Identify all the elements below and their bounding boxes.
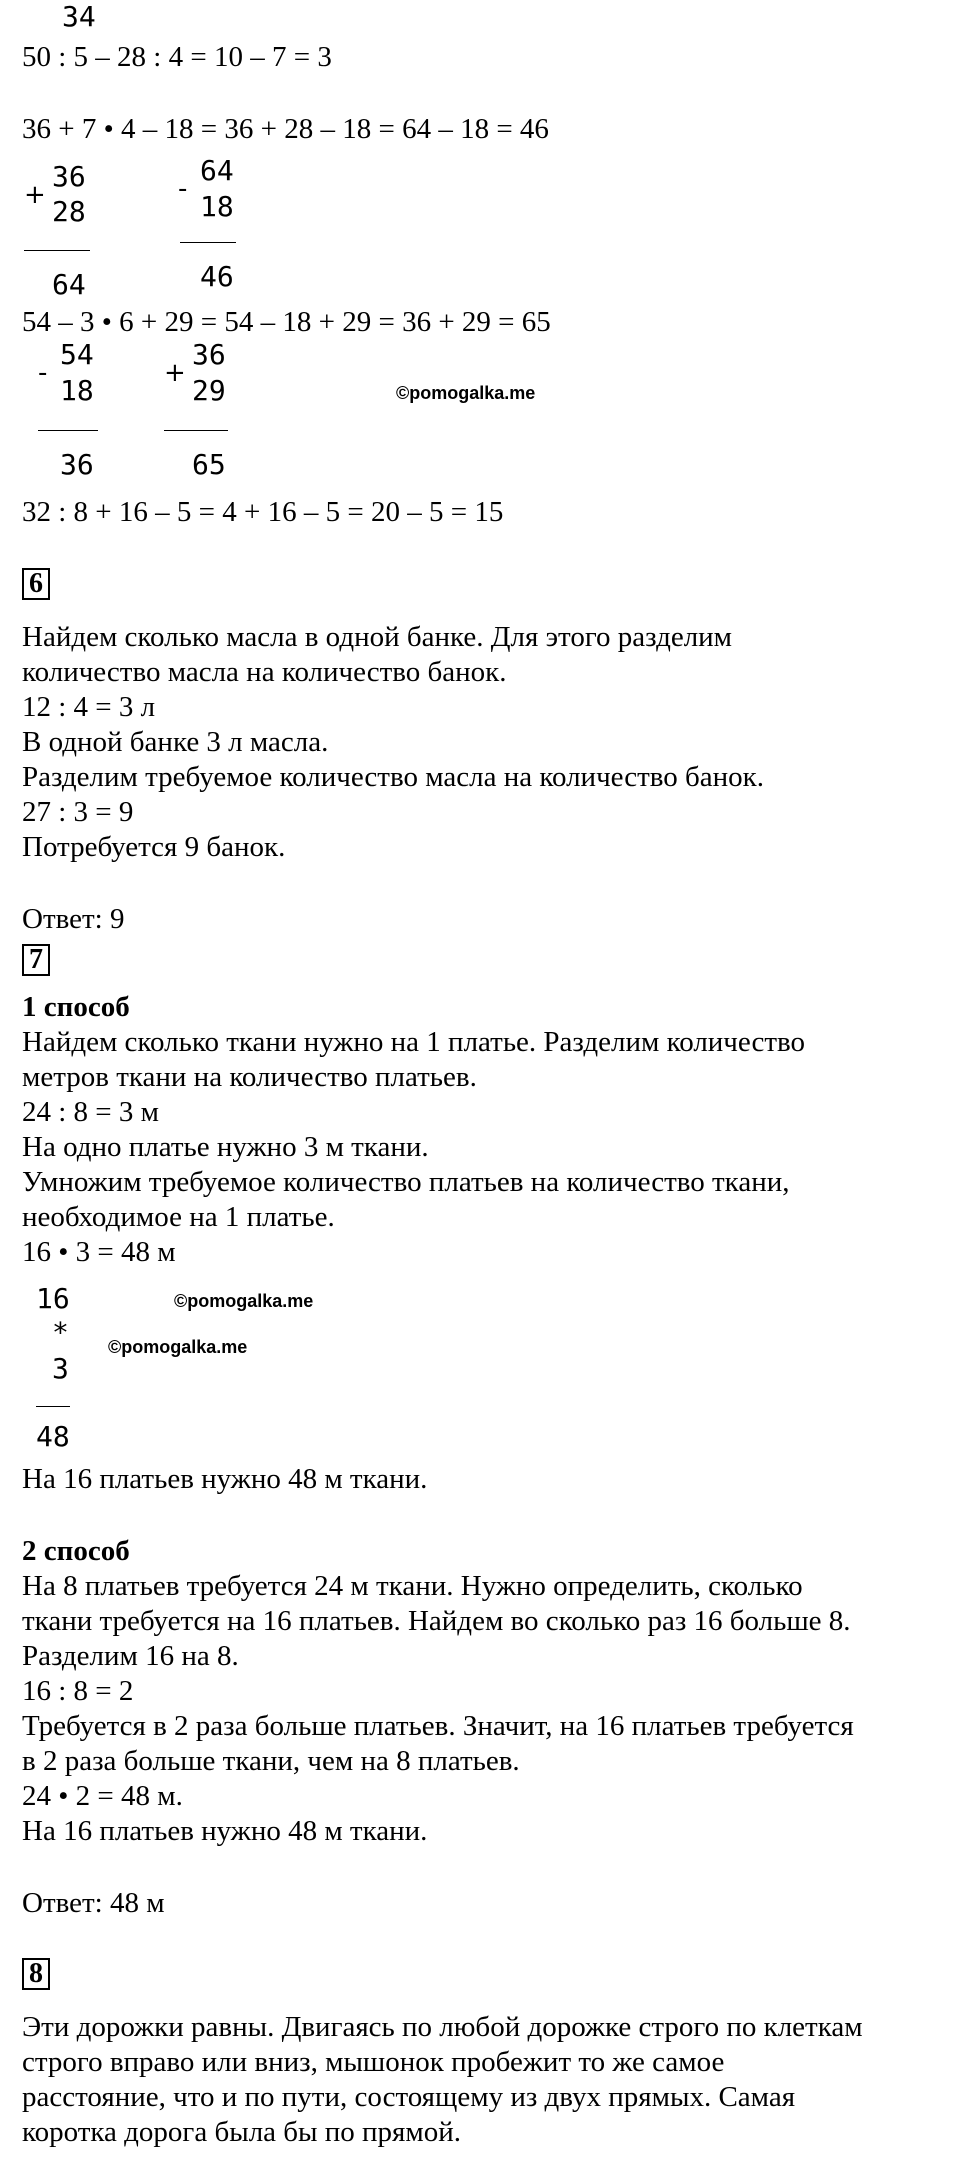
text-line: Требуется в 2 раза больше платьев. Значит, на 16 платьев требуется xyxy=(22,1710,854,1742)
column-rule xyxy=(180,242,236,243)
text-line: строго вправо или вниз, мышонок пробежит то же самое xyxy=(22,2046,725,2078)
operand-top: 64 xyxy=(200,154,234,187)
column-result: 36 xyxy=(60,448,94,481)
column-rule xyxy=(24,250,90,251)
method-title: 2 способ xyxy=(22,1535,130,1567)
task-number-6: 6 xyxy=(22,568,50,600)
text-line: Потребуется 9 банок. xyxy=(22,831,286,863)
text-line: Найдем сколько масла в одной банке. Для этого разделим xyxy=(22,621,733,653)
text-line: 24 : 8 = 3 м xyxy=(22,1096,160,1128)
multiply-sign: * xyxy=(52,1316,69,1349)
operand-top: 36 xyxy=(52,160,86,193)
operand-bottom: 3 xyxy=(52,1352,69,1385)
text-line: 16 • 3 = 48 м xyxy=(22,1236,176,1268)
operand-bottom: 18 xyxy=(60,374,94,407)
text-line: На 8 платьев требуется 24 м ткани. Нужно определить, сколько xyxy=(22,1570,803,1602)
operand-top: 54 xyxy=(60,338,94,371)
column-result: 46 xyxy=(200,260,234,293)
text-line: На 16 платьев нужно 48 м ткани. xyxy=(22,1815,428,1847)
minus-sign: - xyxy=(178,174,188,204)
text-line: в 2 раза больше ткани, чем на 8 платьев. xyxy=(22,1745,520,1777)
operand-top: 36 xyxy=(192,338,226,371)
column-rule xyxy=(164,430,228,431)
text-line: метров ткани на количество платьев. xyxy=(22,1061,477,1093)
text-line: необходимое на 1 платье. xyxy=(22,1201,335,1233)
operand-bottom: 29 xyxy=(192,374,226,407)
text-line: 16 : 8 = 2 xyxy=(22,1675,134,1707)
top-number: 34 xyxy=(62,0,96,33)
watermark-3: ©pomogalka.me xyxy=(108,1337,248,1357)
task-number-7: 7 xyxy=(22,944,50,976)
watermark-1: ©pomogalka.me xyxy=(396,383,536,403)
text-line: В одной банке 3 л масла. xyxy=(22,726,329,758)
expression-line-2: 36 + 7 • 4 – 18 = 36 + 28 – 18 = 64 – 18 = 46 xyxy=(22,113,549,145)
answer: Ответ: 48 м xyxy=(22,1887,165,1919)
minus-sign: - xyxy=(38,358,48,388)
text-line: Эти дорожки равны. Двигаясь по любой дорожке строго по клеткам xyxy=(22,2011,863,2043)
column-rule xyxy=(38,430,98,431)
text-line: коротка дорога была бы по прямой. xyxy=(22,2116,462,2148)
plus-sign: + xyxy=(24,180,46,210)
text-line: Разделим 16 на 8. xyxy=(22,1640,239,1672)
operand-bottom: 28 xyxy=(52,195,86,228)
text-line: 24 • 2 = 48 м. xyxy=(22,1780,183,1812)
plus-sign: + xyxy=(164,358,186,388)
method1-conclusion: На 16 платьев нужно 48 м ткани. xyxy=(22,1463,428,1495)
task-number-8: 8 xyxy=(22,1958,50,1990)
answer: Ответ: 9 xyxy=(22,903,125,935)
column-result: 48 xyxy=(36,1420,70,1453)
column-result: 64 xyxy=(52,268,86,301)
operand-top: 16 xyxy=(36,1282,70,1315)
column-rule xyxy=(36,1406,70,1407)
text-line: расстояние, что и по пути, состоящему из двух прямых. Самая xyxy=(22,2081,796,2113)
expression-line-4: 32 : 8 + 16 – 5 = 4 + 16 – 5 = 20 – 5 = 15 xyxy=(22,496,504,528)
text-line: 27 : 3 = 9 xyxy=(22,796,134,828)
expression-line-1: 50 : 5 – 28 : 4 = 10 – 7 = 3 xyxy=(22,41,332,73)
operand-bottom: 18 xyxy=(200,190,234,223)
text-line: ткани требуется на 16 платьев. Найдем во сколько раз 16 больше 8. xyxy=(22,1605,851,1637)
text-line: Разделим требуемое количество масла на количество банок. xyxy=(22,761,765,793)
text-line: Умножим требуемое количество платьев на количество ткани, xyxy=(22,1166,790,1198)
watermark-2: ©pomogalka.me xyxy=(174,1291,314,1311)
method-title: 1 способ xyxy=(22,991,130,1023)
text-line: Найдем сколько ткани нужно на 1 платье. Разделим количество xyxy=(22,1026,806,1058)
expression-line-3: 54 – 3 • 6 + 29 = 54 – 18 + 29 = 36 + 29 = 65 xyxy=(22,306,551,338)
text-line: 12 : 4 = 3 л xyxy=(22,691,156,723)
column-result: 65 xyxy=(192,448,226,481)
text-line: количество масла на количество банок. xyxy=(22,656,507,688)
text-line: На одно платье нужно 3 м ткани. xyxy=(22,1131,429,1163)
